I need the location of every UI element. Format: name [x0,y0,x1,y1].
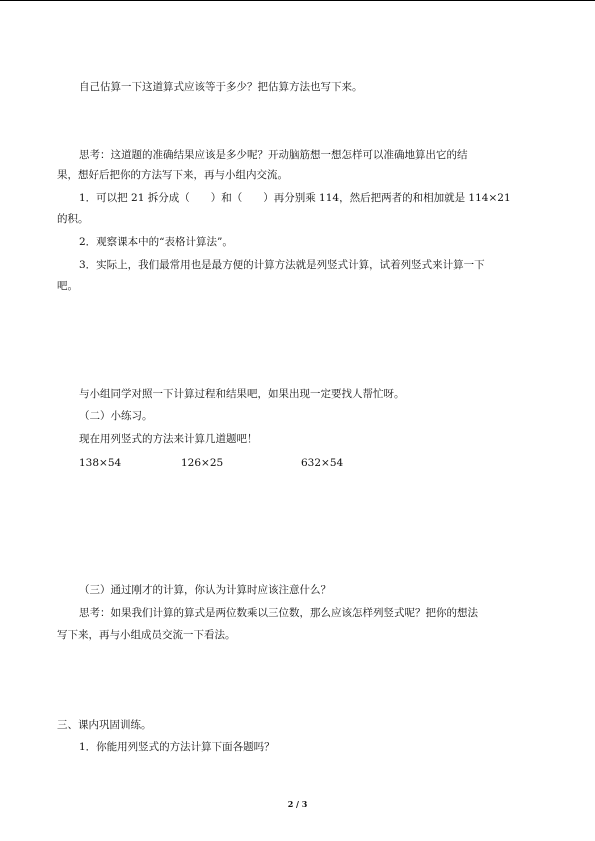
item-3-line-1: 3．实际上，我们最常用也是最方便的计算方法就是列竖式计算，试着列竖式来计算一下 [79,259,485,271]
estimate-prompt: 自己估算一下这道算式应该等于多少？把估算方法也写下来。 [79,81,363,93]
item-3-line-2: 吧。 [57,280,78,292]
item-1-line-2: 的积。 [57,213,89,225]
header-rule [0,0,595,1]
think-paragraph-1-line-1: 思考：这道题的准确结果应该是多少呢？开动脑筋想一想怎样可以准确地算出它的结 [79,149,468,161]
think-paragraph-2-line-1: 思考：如果我们计算的算式是两位数乘以三位数，那么应该怎样列竖式呢？把你的想法 [79,607,478,619]
item-2: 2．观察课本中的“表格计算法”。 [79,236,233,248]
think-paragraph-1-line-2: 果，想好后把你的方法写下来，再与小组内交流。 [57,169,288,181]
problem-3: 632×54 [301,457,344,469]
section-2-intro: 现在用列竖式的方法来计算几道题吧！ [79,433,258,445]
part-3-question-1: 1．你能用列竖式的方法计算下面各题吗？ [79,741,275,753]
item-1-line-1: 1．可以把 21 拆分成（ ）和（ ）再分别乘 114，然后把两者的和相加就是 114×21 [79,192,511,204]
section-2-title: （二）小练习。 [79,410,153,422]
think-paragraph-2-line-2: 写下来，再与小组成员交流一下看法。 [57,629,236,641]
problem-2: 126×25 [181,457,224,469]
part-3-title: 三、课内巩固训练。 [57,719,152,731]
section-3-title: （三）通过刚才的计算，你认为计算时应该注意什么？ [79,584,331,596]
page-number: 2 / 3 [287,799,308,809]
compare-prompt: 与小组同学对照一下计算过程和结果吧，如果出现一定要找人帮忙呀。 [79,388,405,400]
problem-1: 138×54 [79,457,122,469]
